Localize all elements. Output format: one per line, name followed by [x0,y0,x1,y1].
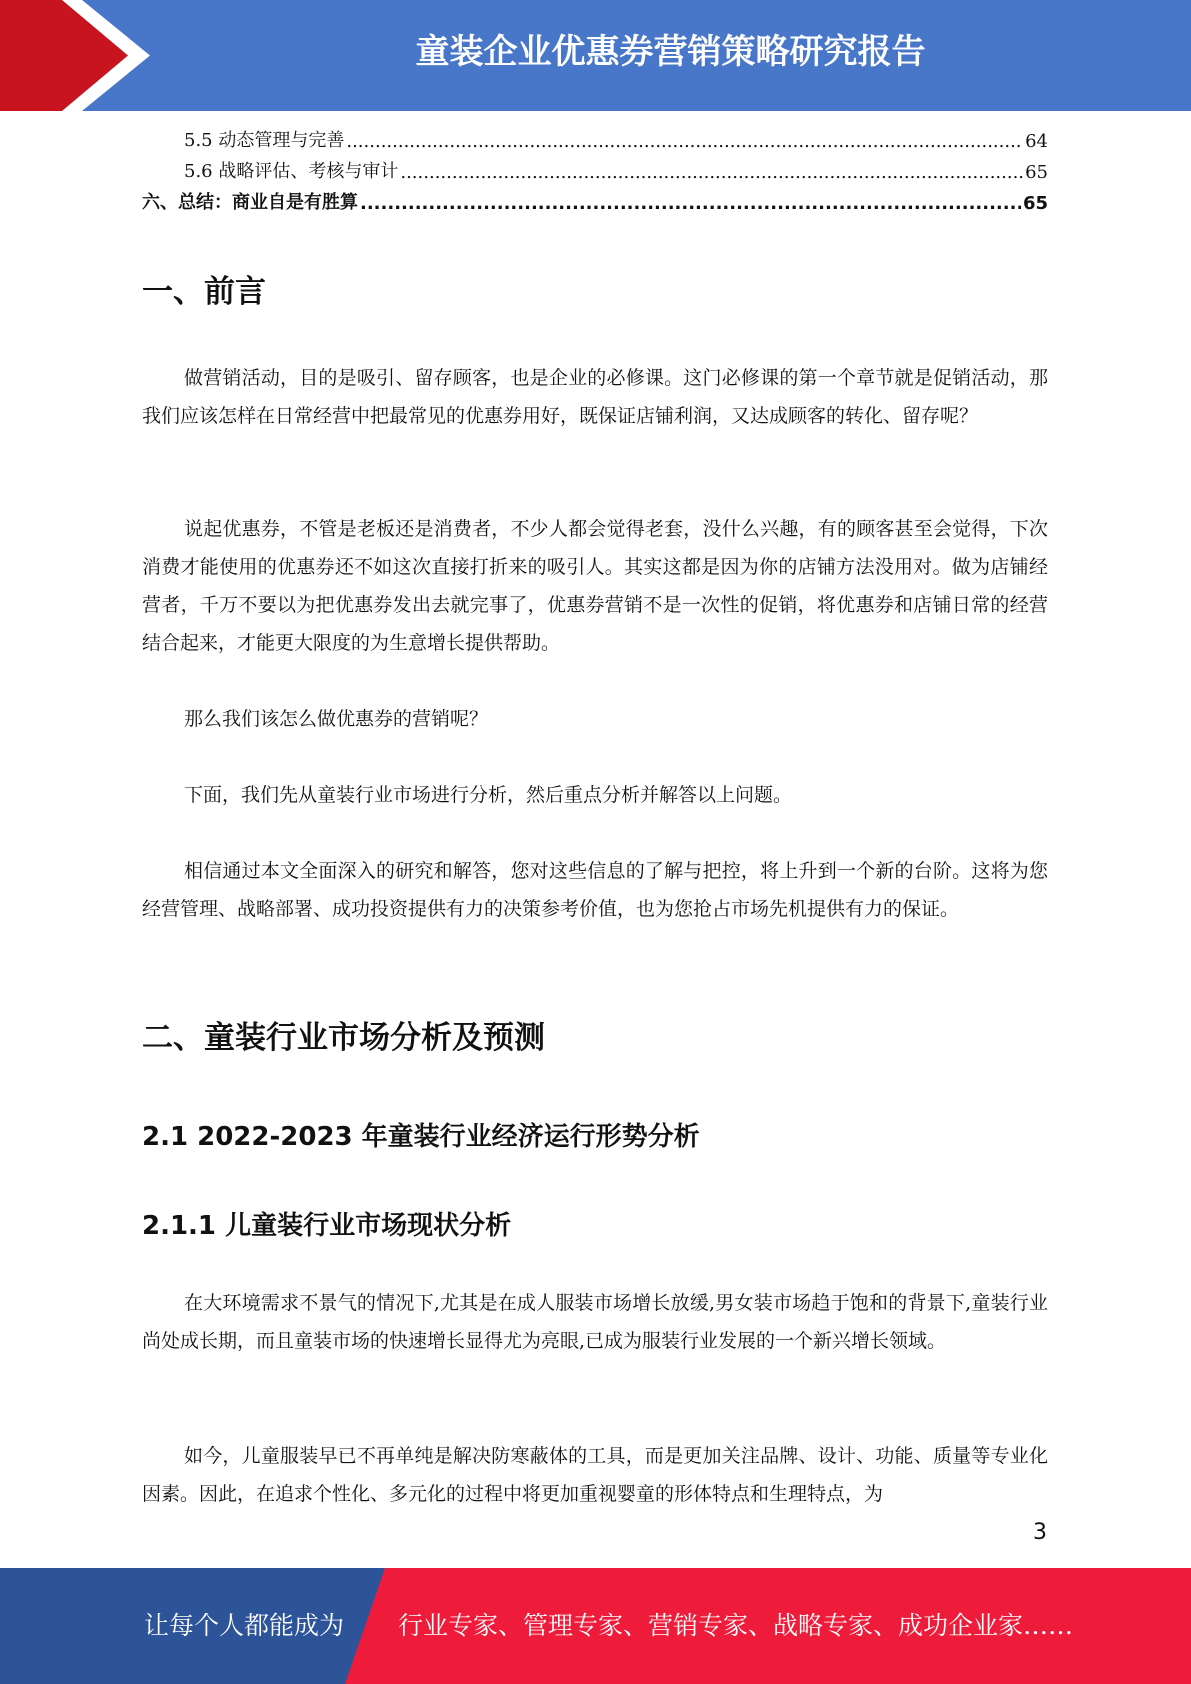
section-heading-market-analysis: 二、童装行业市场分析及预测 [142,1020,545,1056]
header-arrow-graphic [0,0,160,111]
toc-leader-dots [400,162,1023,183]
toc-entry-page: 65 [1025,162,1048,183]
page-header [0,0,1191,111]
body-paragraph: 下面，我们先从童装行业市场进行分析，然后重点分析并解答以上问题。 [184,784,793,806]
subsection-heading-2-1-1: 2.1.1 儿童装行业市场现状分析 [142,1211,512,1241]
body-paragraph: 做营销活动，目的是吸引、留存顾客，也是企业的必修课。这门必修课的第一个章节就是促销活动，那我们应该怎样在日常经营中把最常见的优惠券用好，既保证店铺利润，又达成顾客的转化、留存呢？ [142,367,1048,427]
toc-entry[interactable] [142,157,1048,183]
toc-entry-page: 65 [1022,193,1048,214]
page-footer [0,1568,1191,1684]
footer-slogan-left: 让每个人都能成为 [144,1611,345,1640]
toc-entry-label: 5.5 动态管理与完善 [184,130,345,151]
body-paragraph: 在大环境需求不景气的情况下,尤其是在成人服装市场增长放缓,男女装市场趋于饱和的背景下,童装行业尚处成长期，而且童装市场的快速增长显得尤为亮眼,已成为服装行业发展的一个新兴增长领域。 [142,1292,1048,1352]
page-number: 3 [1033,1520,1047,1545]
subsection-heading-2-1: 2.1 2022-2023 年童装行业经济运行形势分析 [142,1122,700,1152]
body-paragraph: 如今，儿童服装早已不再单纯是解决防寒蔽体的工具，而是更加关注品牌、设计、功能、质量等专业化因素。因此，在追求个性化、多元化的过程中将更加重视婴童的形体特点和生理特点，为 [142,1445,1048,1505]
toc-entry-label: 六、总结：商业自是有胜算 [142,192,358,213]
body-paragraph: 那么我们该怎么做优惠券的营销呢？ [184,708,489,730]
report-title: 童装企业优惠券营销策略研究报告 [415,32,926,72]
toc-leader-dots [360,193,1021,214]
toc-entry-label: 5.6 战略评估、考核与审计 [184,161,399,182]
toc-leader-dots [346,131,1023,152]
body-paragraph: 相信通过本文全面深入的研究和解答，您对这些信息的了解与把控，将上升到一个新的台阶。这将为您经营管理、战略部署、成功投资提供有力的决策参考价值，也为您抢占市场先机提供有力的保证。 [142,860,1048,920]
toc-entry[interactable] [142,126,1048,152]
body-paragraph: 说起优惠券，不管是老板还是消费者，不少人都会觉得老套，没什么兴趣，有的顾客甚至会觉得，下次消费才能使用的优惠券还不如这次直接打折来的吸引人。其实这都是因为你的店铺方法没用对。做为店铺经营者，千万不要以为把优惠券发出去就完事了，优惠券营销不是一次性的促销，将优惠券和店铺日常的经营结合起来，才能更大限度的为生意增长提供帮助。 [142,518,1048,654]
footer-slogan-right: 行业专家、管理专家、营销专家、战略专家、成功企业家…… [398,1611,1074,1640]
toc-entry[interactable] [142,188,1048,214]
section-heading-preface: 一、前言 [142,274,266,310]
toc-entry-page: 64 [1025,131,1048,152]
